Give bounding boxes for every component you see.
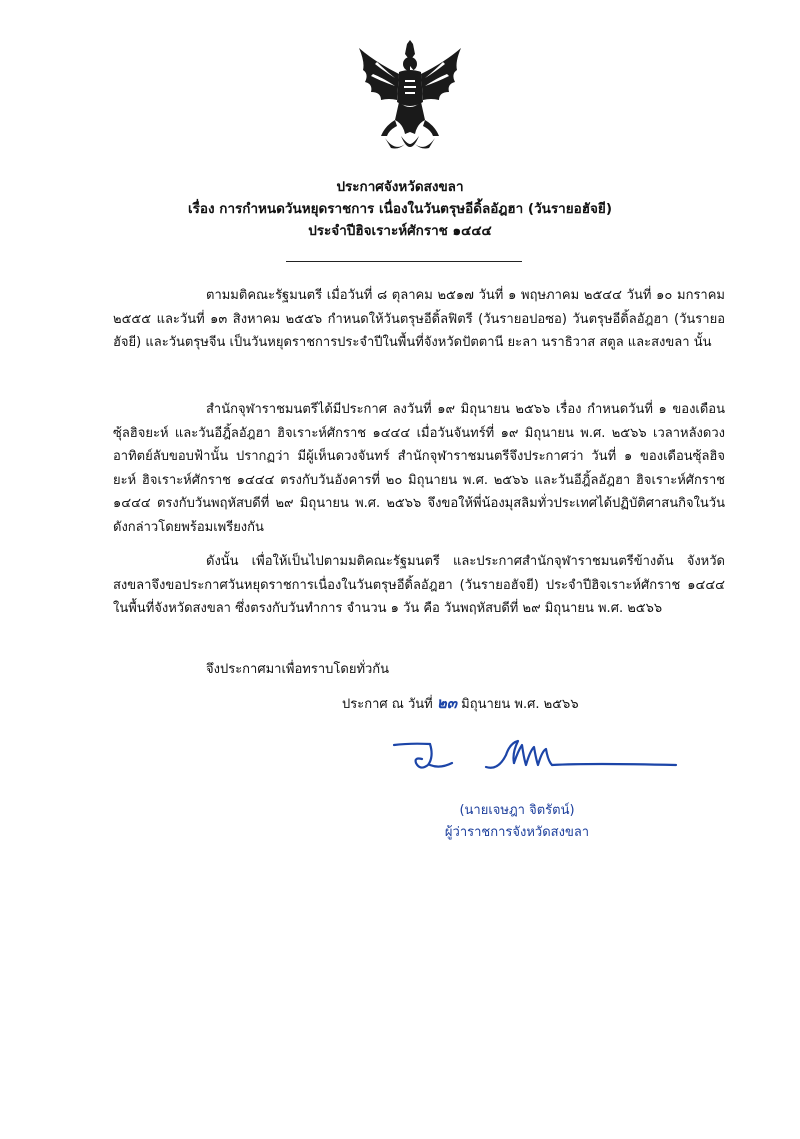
dateline-day: ๒๓ xyxy=(436,694,458,712)
title-divider xyxy=(286,261,522,262)
announcement-year: ประจำปีฮิจเราะห์ศักราช ๑๔๔๔ xyxy=(308,223,492,239)
dateline xyxy=(342,692,579,716)
announcement-subject: เรื่อง การกำหนดวันหยุดราชการ เนื่องในวันตรุษอีดิ้ลอัฎฮา (วันรายอฮัจยี) xyxy=(188,201,612,217)
signer-position: ผู้ว่าราชการจังหวัดสงขลา xyxy=(444,825,590,840)
paragraph-3: ดังนั้น เพื่อให้เป็นไปตามมติคณะรัฐมนตรี และประกาศสำนักจุฬาราชมนตรีข้างต้น จังหวัดสงขลาจึงขอประกาศวันหยุดราชการเนื่องในวันตรุษอีดิ้ลอัฎฮา (วันรายอฮัจยี) ประจำปีฮิจเราะห์ศักราช ๑๔๔๔ ในพื้นที่จังหวัดสงขลา ซึ่งตรงกับวันทำการ จำนวน ๑ วัน คือ วันพฤหัสบดีที่ ๒๙ มิถุนายน พ.ศ. ๒๕๖๖ xyxy=(113,554,725,617)
dateline-prefix: ประกาศ ณ วันที่ xyxy=(342,697,433,712)
paragraph-2: สำนักจุฬาราชมนตรีได้มีประกาศ ลงวันที่ ๑๙ มิถุนายน ๒๕๖๖ เรื่อง กำหนดวันที่ ๑ ของเดือนซุ้ลฮิจยะห์ และวันอีฎิ้ลอัฎฮา ฮิจเราะห์ศักราช ๑๔๔๔ เมื่อวันจันทร์ที่ ๑๙ มิถุนายน พ.ศ. ๒๕๖๖ เวลาหลังดวงอาทิตย์ลับขอบฟ้านั้น ปรากฏว่า มีผู้เห็นดวงจันทร์ สำนักจุฬาราชมนตรีจึงประกาศว่า วันที่ ๑ ของเดือนซุ้ลฮิจยะห์ ฮิจเราะห์ศักราช ๑๔๔๔ ตรงกับวันอังคารที่ ๒๐ มิถุนายน พ.ศ. ๒๕๖๖ และวันอีฎิ้ลอัฎฮา ฮิจเราะห์ศักราช ๑๔๔๔ ตรงกับวันพฤหัสบดีที่ ๒๙ มิถุนายน พ.ศ. ๒๕๖๖ จึงขอให้พี่น้องมุสลิมทั่วประเทศได้ปฏิบัติศาสนกิจในวันดังกล่าวโดยพร้อมเพรียงกัน xyxy=(113,402,725,535)
announcement-title: ประกาศจังหวัดสงขลา xyxy=(336,179,464,195)
handwritten-signature xyxy=(390,735,680,783)
paragraph-4: จึงประกาศมาเพื่อทราบโดยทั่วกัน xyxy=(206,662,390,677)
paragraph-1: ตามมติคณะรัฐมนตรี เมื่อวันที่ ๘ ตุลาคม ๒๕๑๗ วันที่ ๑ พฤษภาคม ๒๕๔๔ วันที่ ๑๐ มกราคม ๒๕๕๕ และวันที่ ๑๓ สิงหาคม ๒๕๕๖ กำหนดให้วันตรุษอีดิ้ลฟิตรี (วันรายอปอซอ) วันตรุษอีดิ้ลอัฎฮา (วันรายอฮัจยี) และวันตรุษจีน เป็นวันหยุดราชการประจำปีในพื้นที่จังหวัดปัตตานี ยะลา นราธิวาส สตูล และสงขลา นั้น xyxy=(113,288,725,351)
garuda-emblem-icon xyxy=(355,40,465,158)
dateline-suffix: มิถุนายน พ.ศ. ๒๕๖๖ xyxy=(461,697,579,712)
signer-name: (นายเจษฎา จิตรัตน์) xyxy=(459,803,575,818)
